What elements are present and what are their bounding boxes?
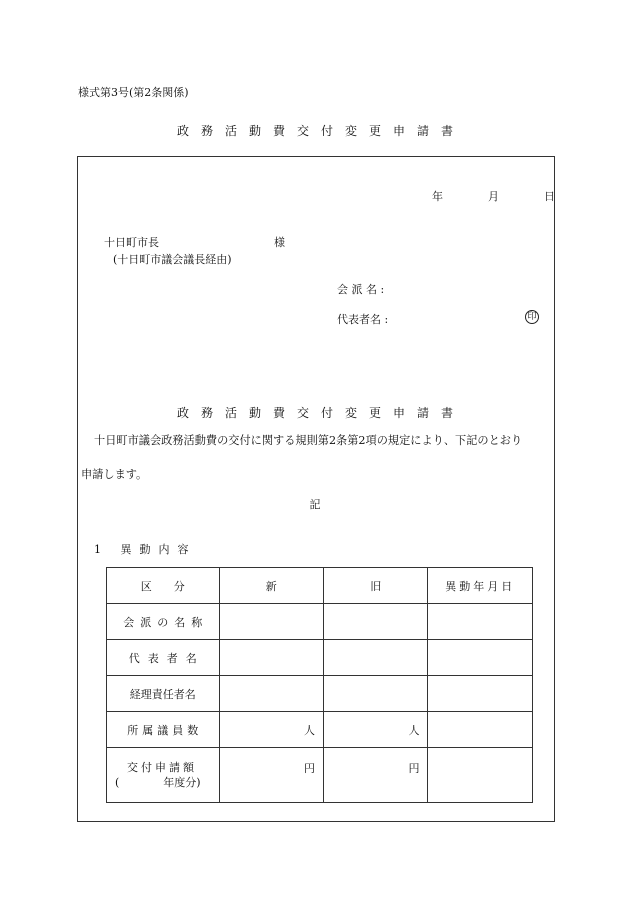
body-sentence-line2: 申請します。 — [81, 468, 148, 481]
document-title: 政務活動費交付変更申請書 — [176, 124, 465, 138]
table-row — [107, 676, 533, 712]
seal-mark: 印 — [525, 310, 539, 324]
date-month-label: 月 — [488, 190, 499, 203]
date-day-label: 日 — [544, 190, 555, 203]
addressee-honorific: 様 — [274, 236, 285, 249]
ki-marker: 記 — [309, 498, 321, 511]
row-label: 代表者名 — [107, 640, 220, 676]
cell-change-date[interactable] — [428, 676, 533, 712]
row-label: 経理責任者名 — [107, 676, 220, 712]
header-new: 新 — [219, 568, 323, 604]
addressee-via: (十日町市議会議長経由) — [113, 253, 232, 266]
cell-new[interactable] — [219, 640, 323, 676]
row-label-sub: ( 年度分) — [115, 776, 201, 789]
row-label: 交付申請額 — [127, 761, 197, 774]
date-line — [432, 188, 555, 204]
form-number: 様式第3号(第2条関係) — [78, 86, 189, 99]
table-row — [107, 604, 533, 640]
addressee-name: 十日町市長 — [104, 236, 159, 249]
row-label: 会派の名称 — [107, 604, 220, 640]
header-old: 旧 — [324, 568, 428, 604]
section-heading: 1 異動内容 — [94, 543, 197, 556]
change-details-table — [106, 567, 533, 803]
cell-new[interactable] — [219, 604, 323, 640]
cell-change-date[interactable] — [428, 640, 533, 676]
cell-old[interactable] — [324, 640, 428, 676]
table-header-row — [107, 568, 533, 604]
cell-change-date[interactable] — [428, 712, 533, 748]
cell-new-unit[interactable]: 円 — [219, 748, 323, 803]
table-row — [107, 712, 533, 748]
body-title: 政務活動費交付変更申請書 — [176, 406, 465, 420]
header-category: 区分 — [107, 568, 220, 604]
cell-old[interactable] — [324, 676, 428, 712]
cell-old[interactable] — [324, 604, 428, 640]
addressee-line — [104, 234, 285, 250]
representative-name-label: 代表者名 : — [337, 313, 389, 326]
header-change-date: 異動年月日 — [428, 568, 533, 604]
cell-new-unit[interactable]: 人 — [219, 712, 323, 748]
cell-new[interactable] — [219, 676, 323, 712]
faction-name-label: 会 派 名 : — [337, 283, 385, 296]
cell-old-unit[interactable]: 人 — [324, 712, 428, 748]
table-row — [107, 640, 533, 676]
row-label: 所属議員数 — [107, 712, 220, 748]
cell-change-date[interactable] — [428, 748, 533, 803]
body-sentence-line1: 十日町市議会政務活動費の交付に関する規則第2条第2項の規定により、下記のとおり — [94, 434, 523, 447]
table-row — [107, 748, 533, 803]
cell-old-unit[interactable]: 円 — [324, 748, 428, 803]
date-year-label: 年 — [432, 190, 443, 203]
cell-change-date[interactable] — [428, 604, 533, 640]
row-label-amount — [107, 748, 220, 803]
